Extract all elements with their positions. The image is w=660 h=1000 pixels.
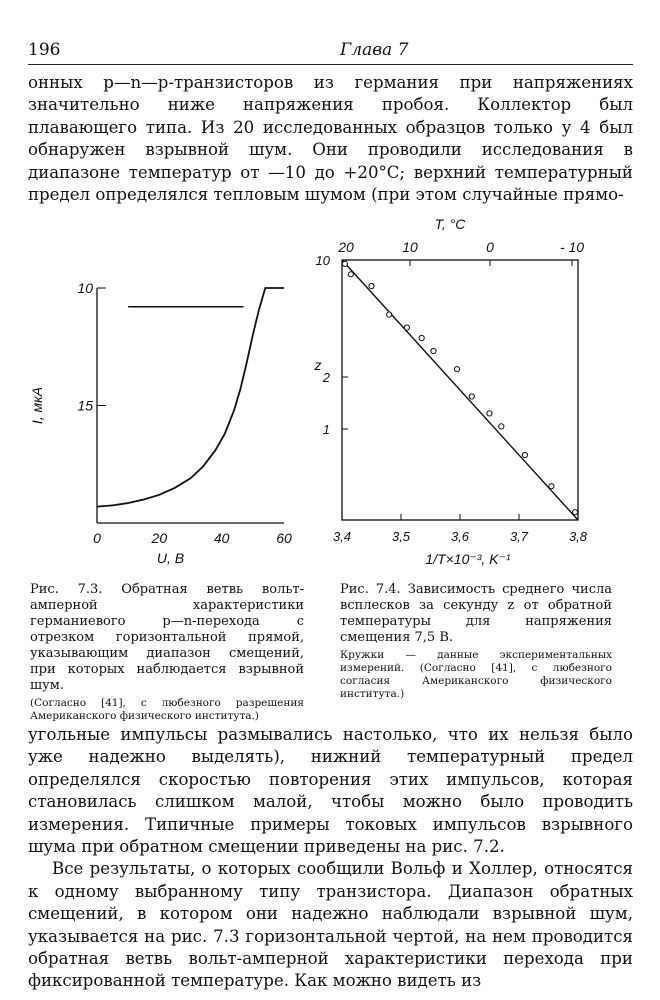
- data-point: [487, 411, 492, 416]
- bottom-paragraph-1: угольные импульсы размывались настолько, что их нельзя было уже надежно выделять), нижний температурный предел определялся скоростью повторения этих импульсов, которая становилась слишком малой, чтобы можно было проводить измерения. Типичные примеры токовых импульсов взрывного шума при обратном смещении приведены на рис. 7.2.: [28, 725, 633, 857]
- x-tick-label: 20: [151, 530, 168, 546]
- data-point: [342, 261, 347, 266]
- x-tick-label: 3,4: [332, 529, 352, 544]
- bottom-paragraph-2: Все результаты, о которых сообщили Вольф и Холлер, относятся к одному выбранному типу транзистора. Диапазон обратных смещений, в котором они надежно наблюдали взрывной шум, указывается на рис. 7.3 горизонтальной чертой, на нем проводится обратная ветвь вольт-амперной характеристики перехода при фиксированной температуре. Как можно видеть из: [28, 859, 633, 991]
- data-point: [431, 348, 436, 353]
- y-axis-label: I, мкА: [29, 386, 45, 425]
- page-number: 196: [28, 40, 61, 60]
- data-point: [404, 325, 409, 330]
- figure-7-4-note: Кружки — данные экспериментальных измерений. (Согласно [41], с любезного согласия Американского физического института.): [340, 649, 612, 700]
- data-point: [348, 272, 353, 277]
- top-tick-label: - 10: [559, 239, 585, 255]
- top-tick-label: 20: [338, 239, 354, 255]
- data-point: [419, 335, 424, 340]
- x-tick-label: 3,5: [391, 529, 411, 544]
- top-tick-label: 10: [402, 239, 418, 255]
- data-point: [387, 312, 392, 317]
- y-tick-label: 10: [315, 253, 330, 268]
- iv-curve: [97, 288, 284, 507]
- figure-7-3-note: (Согласно [41], с любезного разрешения Американского физического института.): [30, 697, 304, 722]
- top-paragraph: [28, 72, 633, 206]
- figure-7-3-caption-block: [30, 582, 304, 723]
- fit-line: [342, 260, 578, 520]
- data-point: [469, 394, 474, 399]
- x-tick-label: 60: [276, 530, 292, 546]
- data-point: [369, 283, 374, 288]
- x-tick-label: 3,6: [450, 529, 470, 544]
- y-tick-label: 2: [322, 370, 330, 385]
- header-rule: [28, 64, 633, 65]
- bottom-text: [28, 724, 633, 993]
- x-tick-label: 3,8: [568, 529, 588, 544]
- y-tick-label: 15: [77, 397, 93, 414]
- x-axis-label: 1/T×10⁻³, K⁻¹: [425, 551, 511, 567]
- figure-7-3-chart: [30, 270, 300, 570]
- top-axis-label: T, °C: [434, 216, 466, 232]
- chapter-title: Глава 7: [340, 40, 409, 60]
- x-tick-label: 0: [93, 530, 101, 546]
- figure-7-4-chart: [300, 215, 610, 570]
- data-point: [522, 452, 527, 457]
- y-axis-label: z: [314, 357, 322, 373]
- figure-7-4-caption: Рис. 7.4. Зависимость среднего числа всплесков за секунду z от обратной температуры для напряжения смещения 7,5 В.: [340, 582, 612, 645]
- data-point: [572, 510, 577, 515]
- top-tick-label: 0: [486, 239, 494, 255]
- x-axis-label: U, B: [156, 550, 185, 566]
- figure-7-3-caption: Рис. 7.3. Обратная ветвь вольт-амперной характеристики германиевого p—n-перехода с отрезком горизонтальной прямой, указывающим диапазон смещений, при которых наблюдается взрывной шум.: [30, 582, 304, 693]
- data-point: [549, 484, 554, 489]
- y-tick-label: 1: [322, 422, 330, 437]
- x-tick-label: 40: [213, 530, 230, 546]
- data-point: [499, 424, 504, 429]
- figure-7-4-caption-block: [340, 582, 612, 701]
- y-tick-label: 10: [77, 280, 93, 296]
- top-paragraph-text: онных p—n—p-транзисторов из германия при напряжениях значительно ниже напряжения пробоя. Коллектор был плавающего типа. Из 20 исследованных образцов только у 4 был обнаружен взрывной шум. Они проводили исследования в диапазоне температур от —10 до +20°С; верхний температурный предел определялся тепловым шумом (при этом случайные прямо-: [28, 73, 633, 205]
- page-header: [28, 40, 633, 64]
- data-point: [454, 367, 459, 372]
- x-tick-label: 3,7: [509, 529, 529, 544]
